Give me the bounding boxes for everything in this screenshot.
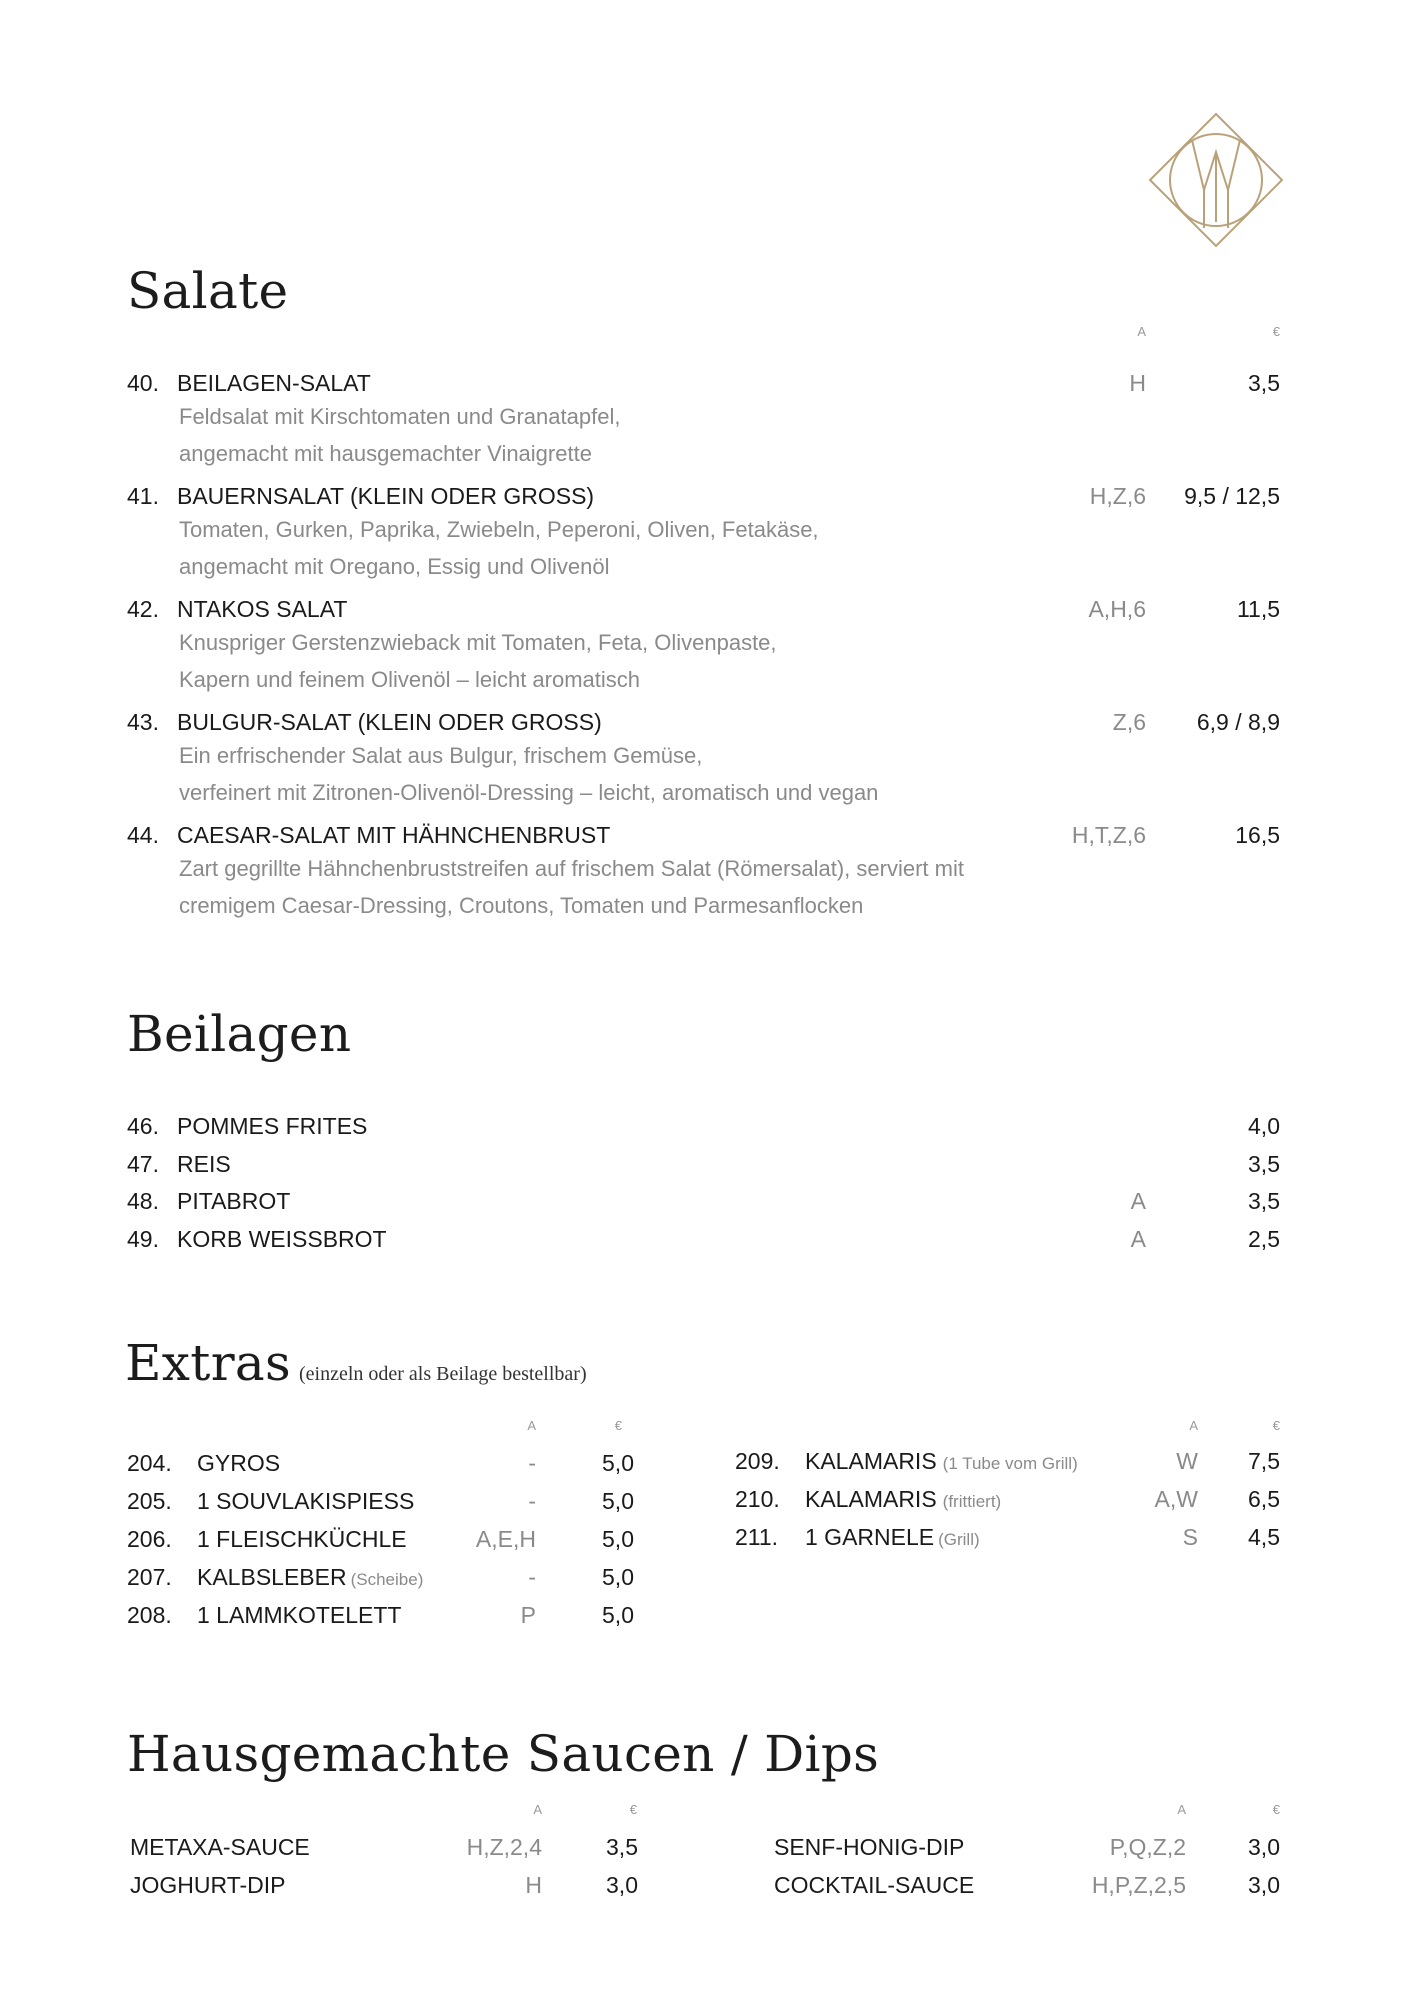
item-name: KORB WEISSBROT [177, 1226, 387, 1252]
item-name: KALAMARIS (frittiert) [805, 1486, 1002, 1512]
price-header: € [1272, 324, 1280, 339]
item-price: 4,5 [1248, 1524, 1280, 1550]
item-allergens: A,H,6 [1088, 596, 1146, 622]
item-price: 5,0 [602, 1450, 634, 1476]
item-name: BEILAGEN-SALAT [177, 370, 371, 396]
item-description: Zart gegrillte Hähnchenbruststreifen auf frischem Salat (Römersalat), serviert mit [179, 856, 964, 881]
item-price: 5,0 [602, 1602, 634, 1628]
menu-item [130, 1872, 638, 1902]
item-allergens: W [1176, 1448, 1198, 1474]
price-header: € [614, 1418, 622, 1433]
item-price: 3,5 [1248, 1151, 1280, 1177]
diamond-monogram-icon [1148, 112, 1284, 248]
item-price: 3,0 [1248, 1872, 1280, 1898]
allergen-header: A [1137, 324, 1146, 339]
section-title-saucen: Hausgemachte Saucen / Dips [127, 1725, 880, 1783]
item-price: 11,5 [1236, 596, 1280, 622]
menu-item: 46. POMMES FRITES 4,0 [127, 1113, 1280, 1139]
item-price: 5,0 [602, 1526, 634, 1552]
item-name: REIS [177, 1151, 231, 1177]
item-description: Kapern und feinem Olivenöl – leicht aromatisch [179, 667, 641, 692]
item-allergens: H,Z,6 [1089, 483, 1146, 509]
item-price: 6,5 [1248, 1486, 1280, 1512]
item-description: angemacht mit Oregano, Essig und Olivenöl [179, 554, 610, 579]
section-title-extras: Extras (einzeln oder als Beilage bestellbar) [125, 1334, 587, 1392]
item-price: 3,0 [1248, 1834, 1280, 1860]
item-price: 2,5 [1248, 1226, 1280, 1252]
item-price: 4,0 [1248, 1113, 1280, 1139]
menu-item: 49. KORB WEISSBROT A 2,5 [127, 1226, 1280, 1252]
item-allergens: H [525, 1872, 542, 1898]
item-allergens: H,Z,2,4 [466, 1834, 542, 1860]
item-description: Knuspriger Gerstenzwieback mit Tomaten, Feta, Olivenpaste, [179, 630, 777, 655]
item-allergens: A,W [1154, 1486, 1198, 1512]
item-name: 1 FLEISCHKÜCHLE [197, 1526, 407, 1552]
item-allergens: P,Q,Z,2 [1109, 1834, 1186, 1860]
item-name: 1 GARNELE (Grill) [805, 1524, 980, 1550]
item-name: JOGHURT-DIP [130, 1872, 286, 1898]
item-allergens: - [528, 1564, 536, 1590]
menu-item: 40. BEILAGEN-SALAT H 3,5 [127, 370, 1280, 396]
item-price: 5,0 [602, 1488, 634, 1514]
item-name: METAXA-SAUCE [130, 1834, 310, 1860]
item-allergens: H [1129, 370, 1146, 396]
item-description: angemacht mit hausgemachter Vinaigrette [179, 441, 592, 466]
item-description: verfeinert mit Zitronen-Olivenöl-Dressing – leicht, aromatisch und vegan [179, 780, 879, 805]
menu-item: 42. NTAKOS SALAT A,H,6 11,5 [127, 596, 1280, 622]
item-name: BAUERNSALAT (KLEIN ODER GROSS) [177, 483, 595, 509]
item-price: 3,5 [606, 1834, 638, 1860]
item-name: 1 LAMMKOTELETT [197, 1602, 402, 1628]
allergen-header: A [1177, 1802, 1186, 1817]
menu-item: 211. 1 GARNELE (Grill) S 4,5 [735, 1524, 1280, 1550]
menu-item: 209. KALAMARIS (1 Tube vom Grill) W 7,5 [735, 1448, 1280, 1474]
item-allergens: H,T,Z,6 [1071, 822, 1146, 848]
item-allergens: - [528, 1488, 536, 1514]
item-allergens: A,E,H [475, 1526, 536, 1552]
menu-item: 41. BAUERNSALAT (KLEIN ODER GROSS) H,Z,6 9,5 / 12,5 [127, 483, 1280, 509]
item-allergens: P [520, 1602, 536, 1628]
menu-item [130, 1834, 638, 1864]
allergen-header: A [1189, 1418, 1198, 1433]
section-title-beilagen: Beilagen [127, 1005, 352, 1063]
item-allergens: Z,6 [1112, 709, 1146, 735]
item-name: CAESAR-SALAT MIT HÄHNCHENBRUST [177, 822, 611, 848]
section-subtitle: (einzeln oder als Beilage bestellbar) [298, 1363, 587, 1385]
menu-item: 48. PITABROT A 3,5 [127, 1188, 1280, 1214]
menu-item: 206. 1 FLEISCHKÜCHLE A,E,H 5,0 [127, 1526, 634, 1552]
item-allergens: H,P,Z,2,5 [1091, 1872, 1186, 1898]
menu-item: 205. 1 SOUVLAKISPIESS - 5,0 [127, 1488, 634, 1514]
section-title-salate: Salate [127, 262, 289, 320]
item-price: 5,0 [602, 1564, 634, 1590]
item-allergens: S [1182, 1524, 1198, 1550]
item-name: COCKTAIL-SAUCE [774, 1872, 975, 1898]
menu-item: 210. KALAMARIS (frittiert) A,W 6,5 [735, 1486, 1280, 1512]
menu-item: 208. 1 LAMMKOTELETT P 5,0 [127, 1602, 634, 1628]
item-price: 6,9 / 8,9 [1196, 709, 1280, 735]
price-header: € [1272, 1418, 1280, 1433]
item-name: 1 SOUVLAKISPIESS [197, 1488, 415, 1514]
item-name: GYROS [197, 1450, 281, 1476]
item-description: cremigem Caesar-Dressing, Croutons, Tomaten und Parmesanflocken [179, 893, 864, 918]
menu-item: 43. BULGUR-SALAT (KLEIN ODER GROSS) Z,6 6,9 / 8,9 [127, 709, 1280, 735]
item-allergens: - [528, 1450, 536, 1476]
item-name: SENF-HONIG-DIP [774, 1834, 965, 1860]
item-price: 3,0 [606, 1872, 638, 1898]
item-price: 16,5 [1235, 822, 1280, 848]
price-header: € [629, 1802, 637, 1817]
item-price: 3,5 [1248, 1188, 1280, 1214]
item-allergens: A [1130, 1226, 1146, 1252]
item-name: BULGUR-SALAT (KLEIN ODER GROSS) [177, 709, 602, 735]
item-description: Feldsalat mit Kirschtomaten und Granatapfel, [179, 404, 621, 429]
item-name: KALBSLEBER (Scheibe) [197, 1564, 424, 1590]
item-price: 9,5 / 12,5 [1184, 483, 1280, 509]
item-description: Ein erfrischender Salat aus Bulgur, frischem Gemüse, [179, 743, 703, 768]
allergen-header: A [533, 1802, 542, 1817]
menu-item: 207. KALBSLEBER (Scheibe) - 5,0 [127, 1564, 634, 1590]
item-name: KALAMARIS (1 Tube vom Grill) [805, 1448, 1078, 1474]
item-name: NTAKOS SALAT [177, 596, 348, 622]
allergen-header: A [527, 1418, 536, 1433]
item-name: POMMES FRITES [177, 1113, 368, 1139]
item-description: Tomaten, Gurken, Paprika, Zwiebeln, Peperoni, Oliven, Fetakäse, [179, 517, 819, 542]
menu-item [774, 1872, 1280, 1902]
menu-item [774, 1834, 1280, 1864]
menu-item: 204. GYROS - 5,0 [127, 1450, 634, 1476]
item-price: 7,5 [1248, 1448, 1280, 1474]
item-allergens: A [1130, 1188, 1146, 1214]
menu-item: 47. REIS 3,5 [127, 1151, 1280, 1177]
price-header: € [1272, 1802, 1280, 1817]
item-price: 3,5 [1248, 370, 1280, 396]
menu-item: 44. CAESAR-SALAT MIT HÄHNCHENBRUST H,T,Z,6 16,5 [127, 822, 1280, 848]
item-name: PITABROT [177, 1188, 291, 1214]
